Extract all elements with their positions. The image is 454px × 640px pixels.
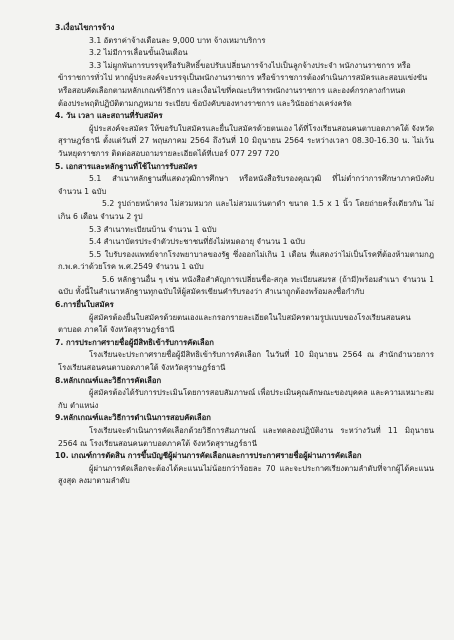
section-4-paragraph: ผู้ประสงค์จะสมัคร ให้ขอรับใบสมัครและยื่นใบสมัครด้วยตนเอง ได้ที่โรงเรียนสอนคนตาบอดภาคใต้ จังหวัดสุราษฎร์ธานี ตั้งแต่วันที่ 27 พฤษภาคม 2564 ถึงวันที่ 10 มิถุนายน 2564 ระหว่างเวลา 08.30-16.30 น. ไม่เว้นวันหยุดราชการ ติดต่อสอบถามรายละเอียดได้ที่เบอร์ 077 297 720 — [58, 123, 434, 158]
section-3-heading: 3.เงื่อนไขการจ้าง — [55, 23, 115, 32]
section-8-paragraph: ผู้สมัครต้องได้รับการประเมินโดยการสอบสัมภาษณ์ เพื่อประเมินคุณลักษณะของบุคคล และความเหมาะสมกับ ตำแหน่ง — [58, 388, 434, 410]
section-3-3-line-1: 3.3 ไม่ผูกพันการบรรจุหรือรับสิทธิ์ขอปรับเปลี่ยนการจ้างไปเป็นลูกจ้างประจำ พนักงานราชการ หรือ — [89, 60, 411, 70]
section-3-3-line-4: ต้องประพฤติปฏิบัติตามกฎหมาย ระเบียบ ข้อบังคับของทางราชการ และวินัยอย่างเคร่งครัด — [58, 98, 352, 108]
section-3-2: 3.2 ไม่มีการเลื่อนขั้นเงินเดือน — [89, 48, 188, 58]
section-6-heading: 6.การยื่นใบสมัคร — [55, 300, 114, 310]
section-3-3-line-3: หรือสอบคัดเลือกตามหลักเกณฑ์วิธีการ และเงื่อนไขที่คณะบริหารพนักงานราชการ และองค์กรกลางกำหนด — [58, 85, 406, 95]
section-9-paragraph: โรงเรียนจะดำเนินการคัดเลือกด้วยวิธีการสัมภาษณ์ และทดลองปฏิบัติงาน ระหว่างวันที่ 11 มิถุนายน 2564 ณ โรงเรียนสอนคนตาบอดภาคใต้ จังหวัดสุราษฎร์ธานี — [58, 426, 434, 448]
section-6-paragraph: ผู้สมัครต้องยื่นใบสมัครด้วยตนเองและกรอกรายละเอียดในใบสมัครตามรูปแบบของโรงเรียนสอนคนตาบอด ภาคใต้ จังหวัดสุราษฎร์ธานี — [58, 312, 411, 335]
section-5-5: 5.5 ใบรับรองแพทย์จากโรงพยาบาลของรัฐ ซึ่งออกไม่เกิน 1 เดือน ที่แสดงว่าไม่เป็นโรคที่ต้องห้ามตามกฎ ก.พ.ค.ว่าด้วยโรค พ.ศ.2549 จำนวน 1 ฉบับ — [58, 249, 434, 272]
section-5-6: 5.6 หลักฐานอื่น ๆ เช่น หนังสือสำคัญการเปลี่ยนชื่อ-สกุล ทะเบียนสมรส (ถ้ามี)พร้อมสำเนา จำนวน 1 ฉบับ ทั้งนี้ในสำเนาหลักฐานทุกฉบับให้ผู้สมัครเขียนคำรับรองว่า สำเนาถูกต้องพร้อมลงชื่อกำกับ — [58, 274, 434, 297]
section-5-3: 5.3 สำเนาทะเบียนบ้าน จำนวน 1 ฉบับ — [89, 224, 217, 234]
section-4-heading: 4. วัน เวลา และสถานที่รับสมัคร — [55, 111, 163, 121]
section-3-1: 3.1 อัตราค่าจ้างเดือนละ 9,000 บาท จ้างเหมาบริการ — [89, 35, 266, 45]
section-7-heading: 7. การประกาศรายชื่อผู้มีสิทธิเข้ารับการคัดเลือก — [55, 337, 214, 347]
section-9-heading: 9.หลักเกณฑ์และวิธีการดำเนินการสอบคัดเลือก — [55, 413, 211, 423]
section-10-heading: 10. เกณฑ์การตัดสิน การขึ้นบัญชีผู้ผ่านการคัดเลือกและการประกาศรายชื่อผู้ผ่านการคัดเลือก — [55, 451, 362, 461]
section-5-2: 5.2 รูปถ่ายหน้าตรง ไม่สวมหมวก และไม่สวมแว่นตาดำ ขนาด 1.5 x 1 นิ้ว โดยถ่ายครั้งเดียวกัน ไม่เกิน 6 เดือน จำนวน 2 รูป — [58, 199, 434, 221]
section-10-paragraph: ผู้ผ่านการคัดเลือกจะต้องได้คะแนนไม่น้อยกว่าร้อยละ 70 และจะประกาศเรียงตามลำดับที่จากผู้ได้คะแนนสูงสุด ลงมาตามลำดับ — [58, 463, 434, 486]
section-5-4: 5.4 สำเนาบัตรประจำตัวประชาชนที่ยังไม่หมดอายุ จำนวน 1 ฉบับ — [89, 237, 305, 247]
section-5-1: 5.1 สำเนาหลักฐานที่แสดงวุฒิการศึกษา หรือหนังสือรับรองคุณวุฒิ ที่ไม่ต่ำกว่าการศึกษาภาคบังคับ จำนวน 1 ฉบับ — [58, 174, 434, 196]
section-3-3-line-2: ข้าราชการทั่วไป หากผู้ประสงค์จะบรรจุเป็นพนักงานราชการ หรือข้าราชการต้องดำเนินการสมัครและสอบแข่งขัน — [58, 73, 428, 83]
section-8-heading: 8.หลักเกณฑ์และวิธีการคัดเลือก — [55, 375, 162, 385]
section-7-paragraph: โรงเรียนจะประกาศรายชื่อผู้มีสิทธิเข้ารับการคัดเลือก ในวันที่ 10 มิถุนายน 2564 ณ สำนักอำนวยการ โรงเรียนสอนคนตาบอดภาคใต้ จังหวัดสุราษฎร์ธานี — [58, 350, 434, 373]
section-5-heading: 5. เอกสารและหลักฐานที่ใช้ในการรับสมัคร — [55, 161, 198, 171]
